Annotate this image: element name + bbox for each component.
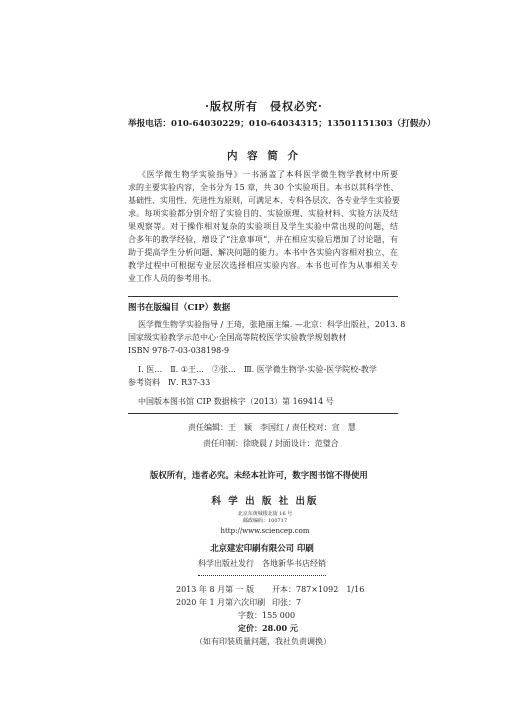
book-format: 开本：787×1092 1/16 <box>272 585 365 594</box>
cip-line-title: 医学微生物学实验指导 / 王琦，张艳丽主编. —北京：科学出版社，2013. 8 <box>138 320 406 329</box>
rights-statement: 版权所有，违者必究。未经本社许可，数字图书馆不得使用 <box>150 470 368 480</box>
summary-line: 求。每项实验都分别介绍了实验目的、实验原理、实验材料、实验方法及结 <box>128 209 398 218</box>
publisher-postcode: 邮政编码：100717 <box>242 518 288 524</box>
copyright-notice: ·版权所有 侵权必究· <box>205 100 323 113</box>
summary-line: 教学过程中可根据专业层次选择相应实验内容。本书也可作为从事相关专 <box>128 261 398 270</box>
cip-heading: 图书在版编目（CIP）数据 <box>128 303 231 313</box>
summary-line: 合多年的教学经验，增设了“注意事项”，并在相应实验后增加了讨论题，有 <box>128 235 398 244</box>
distribution: 科学出版社发行 各地新华书店经销 <box>198 559 326 568</box>
price: 定价：28.00 元 <box>238 623 298 633</box>
summary-heading: 内 容 简 介 <box>227 150 301 162</box>
cip-line-series: 国家级实验教学示范中心·全国高等院校医学实验教学规划教材 <box>128 333 347 342</box>
editor-credits: 责任编辑：王 颖 李国红 / 责任校对：宣 慧 <box>188 423 356 432</box>
summary-line: 《医学微生物学实验指导》一书涵盖了本科医学微生物学教材中所要 <box>138 170 398 179</box>
publisher-website: http://www.sciencep.com <box>220 527 310 535</box>
cip-line-subjects: Ⅰ. 医… Ⅱ. ①王… ②张… Ⅲ. 医学微生物学-实验-医学院校-教学 <box>138 365 377 374</box>
colophon-divider <box>198 575 326 576</box>
summary-line: 基础性、实用性、先进性为原则，可满足本、专科各层次、各专业学生实验要 <box>128 196 400 205</box>
summary-line: 果观察等。对于操作相对复杂的实验项目及学生实验中常出现的问题，结 <box>128 222 398 231</box>
summary-line: 业工作人员的参考用书。 <box>128 274 216 283</box>
report-phone: 举报电话：010-64030229；010-64034315；13501151303（打假办） <box>128 119 436 129</box>
cip-top-rule <box>128 296 398 297</box>
printing: 2020 年 1 月第六次印刷 <box>176 598 266 607</box>
production-credits: 责任印制：徐晓晨 / 封面设计：范璧合 <box>203 439 339 448</box>
word-count: 字数：155 000 <box>238 611 296 620</box>
summary-line: 求的主要实验内容，全书分为 15 章，共 30 个实验项目。本书以其科学性、 <box>128 183 399 192</box>
edition: 2013 年 8 月第 一 版 <box>176 585 255 594</box>
cip-line-isbn: ISBN 978-7-03-038198-9 <box>128 346 230 355</box>
summary-line: 助于提高学生分析问题、解决问题的能力。本书中各实验内容相对独立，在 <box>128 248 398 257</box>
cip-number: 中国版本图书馆 CIP 数据核字（2013）第 169414 号 <box>138 397 334 406</box>
publisher-address: 北京东黄城根北街 16 号 <box>237 511 293 517</box>
cip-line-classification: 参考资料 Ⅳ. R37-33 <box>128 378 211 387</box>
cip-bottom-rule <box>128 413 398 414</box>
quality-notice: （如有印装质量问题，我社负责调换） <box>195 637 331 646</box>
printed-sheets: 印张：7 <box>272 598 302 607</box>
printer: 北京建宏印刷有限公司 印刷 <box>210 543 314 553</box>
publisher: 科 学 出 版 社 出版 <box>211 496 319 507</box>
